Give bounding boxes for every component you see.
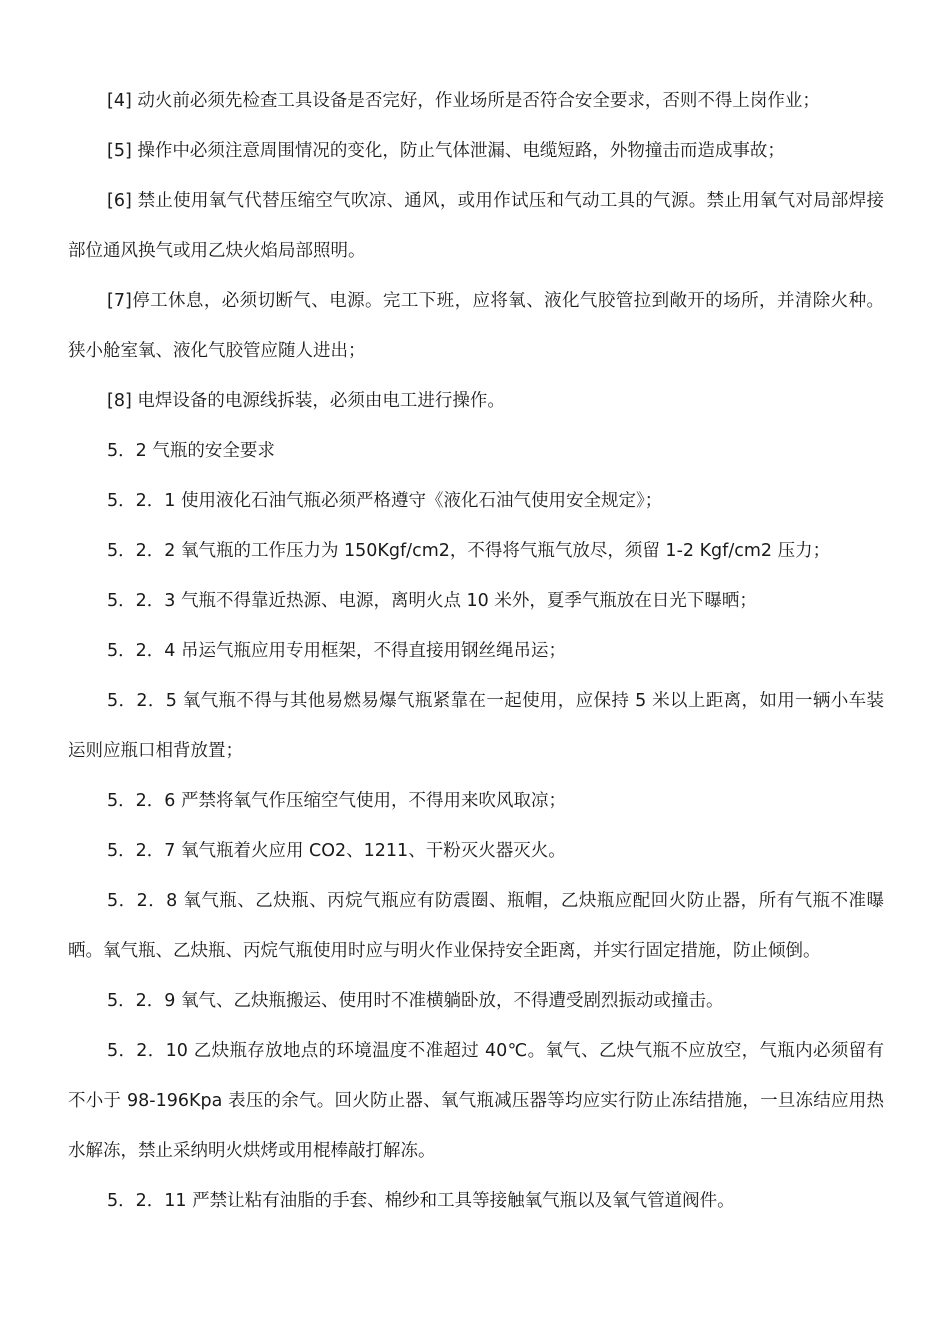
clause-5-2-1: 5．2．1 使用液化石油气瓶必须严格遵守《液化石油气使用安全规定》； [107,491,663,511]
paragraph-item-6: [6] 禁止使用氧气代替压缩空气吹凉、通风，或用作试压和气动工具的气源。禁止用氧气对局部焊接部位通风换气或用乙炔火焰局部照明。 [68,191,884,261]
paragraph-item-5: [5] 操作中必须注意周围情况的变化，防止气体泄漏、电缆短路，外物撞击而造成事故； [107,141,785,161]
clause-5-2-5: 5．2．5 氧气瓶不得与其他易燃易爆气瓶紧靠在一起使用，应保持 5 米以上距离，如用一辆小车装运则应瓶口相背放置； [68,691,884,761]
clause-5-2-7: 5．2．7 氧气瓶着火应用 CO2、1211、干粉灭火器灭火。 [107,841,566,861]
clause-5-2-3: 5．2．3 气瓶不得靠近热源、电源，离明火点 10 米外，夏季气瓶放在日光下曝晒； [107,591,757,611]
clause-5-2-2: 5．2．2 氧气瓶的工作压力为 150Kgf/cm2，不得将气瓶气放尽，须留 1-2 Kgf/cm2 压力； [107,541,831,561]
paragraph-item-4: [4] 动火前必须先检查工具设备是否完好，作业场所是否符合安全要求，否则不得上岗作业； [107,91,820,111]
section-heading-5-2: 5．2 气瓶的安全要求 [107,441,275,461]
paragraph-item-8: [8] 电焊设备的电源线拆装，必须由电工进行操作。 [107,391,505,411]
clause-5-2-11: 5．2．11 严禁让粘有油脂的手套、棉纱和工具等接触氧气瓶以及氧气管道阀件。 [107,1191,735,1211]
clause-5-2-6: 5．2．6 严禁将氧气作压缩空气使用，不得用来吹风取凉； [107,791,566,811]
clause-5-2-4: 5．2．4 吊运气瓶应用专用框架，不得直接用钢丝绳吊运； [107,641,566,661]
clause-5-2-10: 5．2．10 乙炔瓶存放地点的环境温度不准超过 40℃。氧气、乙炔气瓶不应放空，气瓶内必须留有不小于 98-196Kpa 表压的余气。回火防止器、氧气瓶减压器等均应实行防止冻结措施，一旦冻结应用热水解冻，禁止采纳明火烘烤或用棍棒敲打解冻。 [68,1041,884,1161]
document-body [68,76,884,1226]
clause-5-2-8: 5．2．8 氧气瓶、乙炔瓶、丙烷气瓶应有防震圈、瓶帽，乙炔瓶应配回火防止器，所有气瓶不准曝晒。氧气瓶、乙炔瓶、丙烷气瓶使用时应与明火作业保持安全距离，并实行固定措施，防止倾倒。 [68,891,884,961]
clause-5-2-9: 5．2．9 氧气、乙炔瓶搬运、使用时不准横躺卧放，不得遭受剧烈振动或撞击。 [107,991,724,1011]
paragraph-item-7: [7]停工休息，必须切断气、电源。完工下班，应将氧、液化气胶管拉到敞开的场所，并清除火种。狭小舱室氧、液化气胶管应随人进出； [68,291,884,361]
